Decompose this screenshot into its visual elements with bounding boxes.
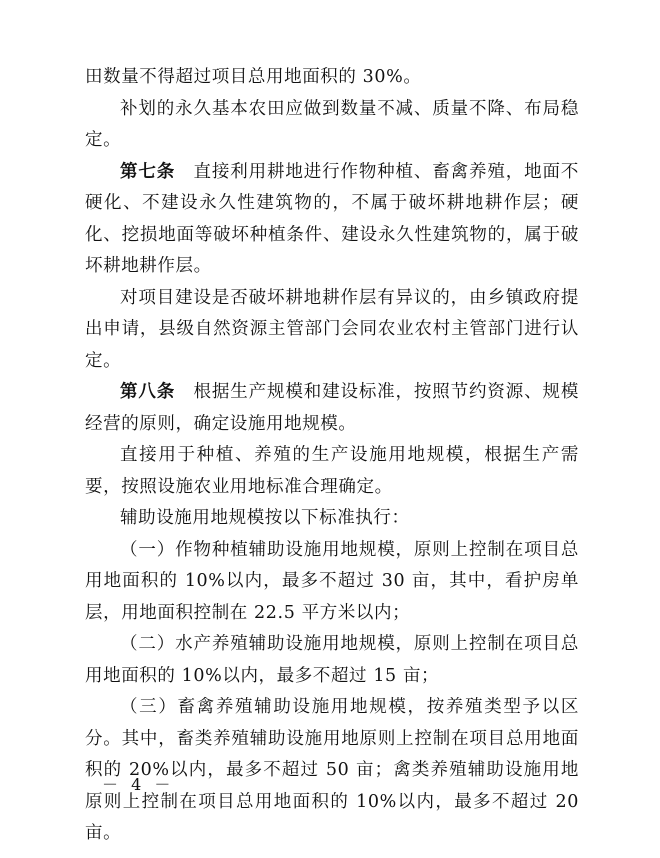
paragraph-continuation bbox=[85, 62, 579, 94]
paragraph bbox=[85, 283, 579, 378]
paragraph-text: 根据生产规模和建设标准，按照节约资源、规模经营的原则，确定设施用地规模。 bbox=[85, 382, 579, 434]
list-item-2 bbox=[85, 629, 579, 692]
paragraph bbox=[85, 503, 579, 535]
paragraph-text: （一）作物种植辅助设施用地规模，原则上控制在项目总用地面积的 10%以内，最多不超过 30 亩，其中，看护房单层，用地面积控制在 22.5 平方米以内； bbox=[85, 539, 579, 623]
paragraph-text: （三）畜禽养殖辅助设施用地规模，按养殖类型予以区分。其中，畜类养殖辅助设施用地原则上控制在项目总用地面积的 20%以内，最多不超过 50 亩；禽类养殖辅助设施用地原则上控制在项目总用地面积的 10%以内，最多不超过 20 亩。 bbox=[85, 697, 579, 843]
paragraph-text: 直接利用耕地进行作物种植、畜禽养殖，地面不硬化、不建设永久性建筑物的，不属于破坏耕地耕作层；硬化、挖损地面等破坏种植条件、建设永久性建筑物的，属于破坏耕地耕作层。 bbox=[85, 161, 579, 276]
paragraph-text: 直接用于种植、养殖的生产设施用地规模，根据生产需要，按照设施农业用地标准合理确定。 bbox=[85, 445, 579, 497]
document-body bbox=[85, 62, 579, 850]
paragraph bbox=[85, 94, 579, 157]
list-item-1 bbox=[85, 535, 579, 630]
paragraph-text: 辅助设施用地规模按以下标准执行： bbox=[120, 508, 410, 528]
article-heading: 第八条 bbox=[120, 382, 176, 402]
article-8 bbox=[85, 377, 579, 440]
paragraph-text: 对项目建设是否破坏耕地耕作层有异议的，由乡镇政府提出申请，县级自然资源主管部门会同农业农村主管部门进行认定。 bbox=[85, 287, 579, 371]
page-number: － 4 － bbox=[102, 775, 175, 794]
paragraph bbox=[85, 440, 579, 503]
article-7 bbox=[85, 157, 579, 283]
paragraph-text: 补划的永久基本农田应做到数量不减、质量不降、布局稳定。 bbox=[85, 98, 579, 150]
paragraph-text: （二）水产养殖辅助设施用地规模，原则上控制在项目总用地面积的 10%以内，最多不超过 15 亩； bbox=[85, 634, 579, 686]
list-item-3 bbox=[85, 692, 579, 850]
paragraph-text: 田数量不得超过项目总用地面积的 30%。 bbox=[85, 67, 422, 87]
article-heading: 第七条 bbox=[120, 161, 176, 182]
